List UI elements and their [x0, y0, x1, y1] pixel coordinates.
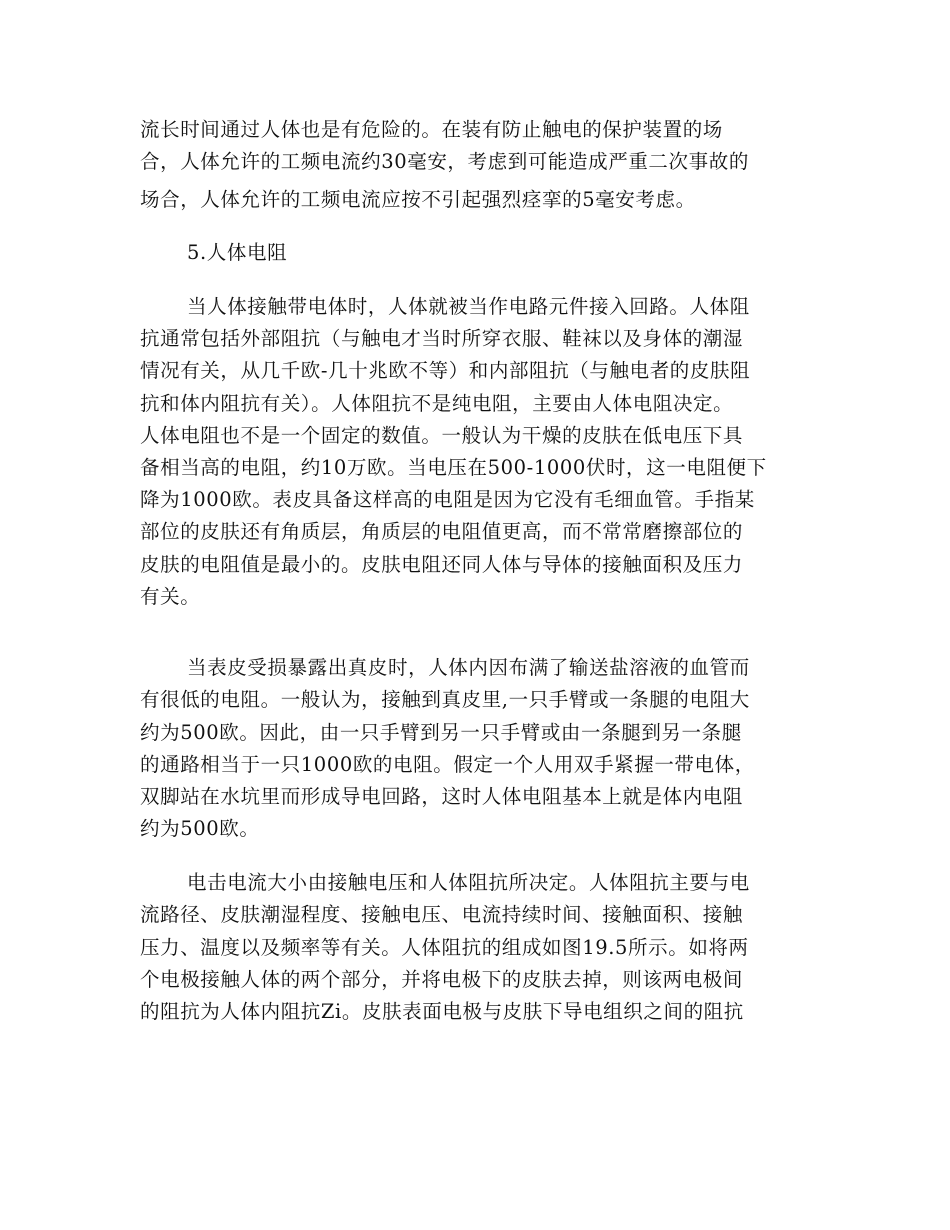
- paragraph-line: 合，人体允许的工频电流约30毫安，考虑到可能造成严重二次事故的: [140, 150, 749, 173]
- paragraph-line: 场合，人体允许的工频电流应按不引起强烈痉挛的5毫安考虑。: [140, 188, 696, 211]
- paragraph-line: 抗和体内阻抗有关）。人体阻抗不是纯电阻，主要由人体电阻决定。: [140, 392, 734, 415]
- paragraph-line: 部位的皮肤还有角质层，角质层的电阻值更高，而不常常磨擦部位的: [140, 520, 744, 543]
- paragraph-line: 的阻抗为人体内阻抗Zi。皮肤表面电极与皮肤下导电组织之间的阻抗: [140, 1000, 744, 1023]
- paragraph-line: 双脚站在水坑里而形成导电回路，这时人体电阻基本上就是体内电阻: [140, 785, 744, 808]
- paragraph-line: 备相当高的电阻，约10万欧。当电压在500-1000伏时，这一电阻便下: [140, 456, 767, 479]
- paragraph-line: 有关。: [140, 585, 201, 608]
- paragraph-line: 皮肤的电阻值是最小的。皮肤电阻还同人体与导体的接触面积及压力: [140, 553, 744, 576]
- paragraph-line: 有很低的电阻。一般认为，接触到真皮里,一只手臂或一条腿的电阻大: [140, 688, 750, 711]
- paragraph-line: 人体电阻也不是一个固定的数值。一般认为干燥的皮肤在低电压下具: [140, 424, 744, 447]
- paragraph-line: 的通路相当于一只1000欧的电阻。假定一个人用双手紧握一带电体，: [140, 753, 755, 776]
- paragraph-line: 当人体接触带电体时，人体就被当作电路元件接入回路。人体阻: [187, 295, 750, 318]
- paragraph-line: 当表皮受损暴露出真皮时，人体内因布满了输送盐溶液的血管而: [187, 656, 750, 679]
- paragraph-line: 电击电流大小由接触电压和人体阻抗所决定。人体阻抗主要与电: [187, 871, 750, 894]
- paragraph-line: 压力、温度以及频率等有关。人体阻抗的组成如图19.5所示。如将两: [140, 936, 749, 959]
- paragraph-line: 降为1000欧。表皮具备这样高的电阻是因为它没有毛细血管。手指某: [140, 488, 755, 511]
- paragraph-line: 约为500欧。: [140, 817, 260, 840]
- section-heading: 5.人体电阻: [187, 241, 288, 264]
- paragraph-line: 约为500欧。因此，由一只手臂到另一只手臂或由一条腿到另一条腿: [140, 721, 742, 744]
- paragraph-line: 流长时间通过人体也是有危险的。在装有防止触电的保护装置的场: [140, 118, 723, 141]
- paragraph-line: 抗通常包括外部阻抗（与触电才当时所穿衣服、鞋袜以及身体的潮湿: [140, 327, 744, 350]
- paragraph-line: 流路径、皮肤潮湿程度、接触电压、电流持续时间、接触面积、接触: [140, 903, 744, 926]
- paragraph-line: 情况有关，从几千欧-几十兆欧不等）和内部阻抗（与触电者的皮肤阻: [140, 359, 751, 382]
- paragraph-line: 个电极接触人体的两个部分，并将电极下的皮肤去掉，则该两电极间: [140, 968, 744, 991]
